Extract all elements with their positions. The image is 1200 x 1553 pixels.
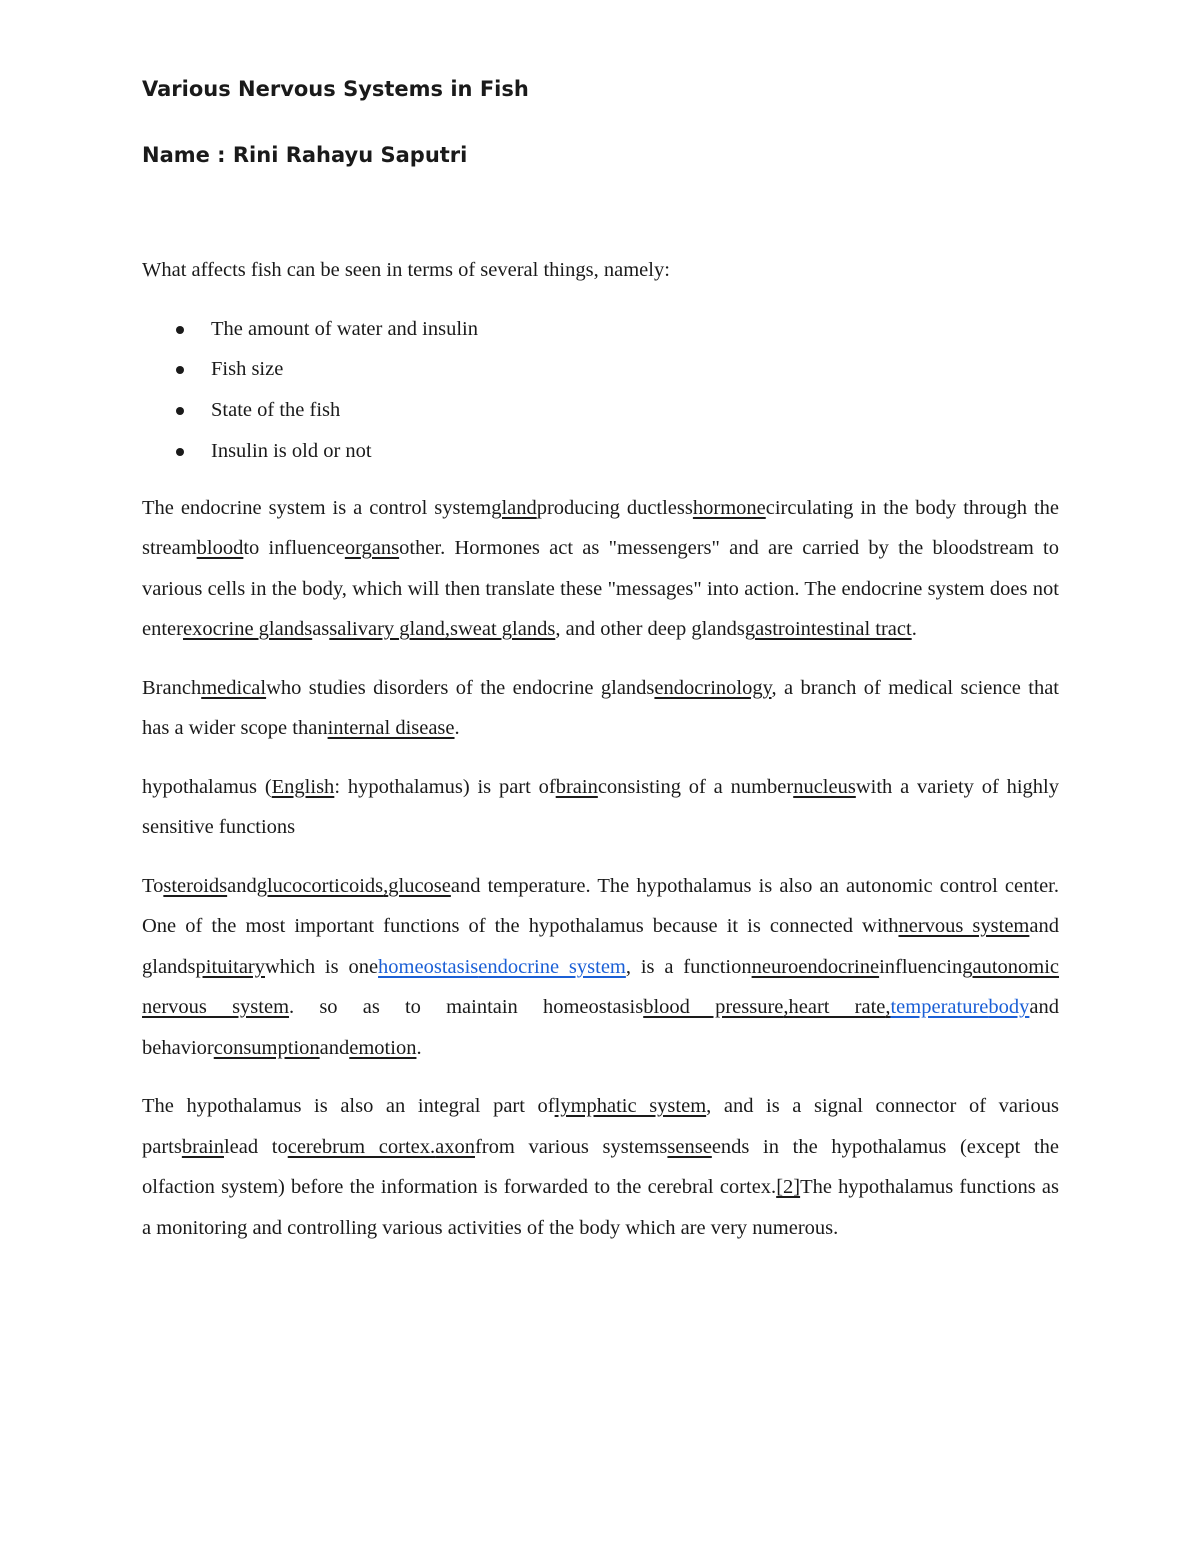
link-exocrine-glands[interactable]: exocrine glands (182, 618, 313, 641)
link-medical[interactable]: medical (201, 676, 267, 699)
list-item: Insulin is old or not (142, 431, 1059, 472)
link-nervous-system[interactable]: nervous system (898, 915, 1030, 938)
link-salivary-gland[interactable]: salivary gland (329, 618, 445, 641)
intro-paragraph: What affects fish can be seen in terms of several things, namely: (142, 259, 670, 281)
link-gastrointestinal-tract[interactable]: gastrointestinal tract (744, 618, 912, 641)
link-blood-pressure[interactable]: blood pressure (643, 996, 784, 1019)
link-emotion[interactable]: emotion (349, 1036, 417, 1059)
link-axon[interactable]: axon (435, 1135, 475, 1158)
link-hormone[interactable]: hormone (692, 496, 766, 519)
link-temperature[interactable]: temperature (890, 996, 989, 1019)
link-brain-2[interactable]: brain (181, 1135, 224, 1158)
link-consumption[interactable]: consumption (213, 1036, 320, 1059)
link-english[interactable]: English (271, 775, 335, 798)
link-internal-disease[interactable]: internal disease (327, 717, 455, 740)
paragraph-endocrine: The endocrine system is a control systemglandproducing ductlesshormonecirculating in the body through the streambloodto influenceorgansother. Hormones act as "messengers" and are carried by the bloodstream to various cells in the body, which will then translate these "messages" into action. The endocrine system does not enterexocrine glandsassalivary gland,sweat glands, and other deep glandsgastrointestinal tract. (142, 496, 1060, 641)
paragraph-functions: Tosteroidsandglucocorticoids,glucoseand temperature. The hypothalamus is also an autonomic control center. One of the most important functions of the hypothalamus because it is connected withnervous systemand glandspituitarywhich is onehomeostasisendocrine system, is a functionneuroendocrineinfluencingautonomic nervous system. so as to maintain homeostasisblood pressure,heart rate,temperaturebodyand behaviorconsumptionandemotion. (142, 874, 1060, 1059)
link-endocrinology[interactable]: endocrinology (654, 676, 772, 699)
link-sense[interactable]: sense (667, 1135, 712, 1158)
link-body[interactable]: body (988, 996, 1030, 1019)
link-homeostasis[interactable]: homeostasis (378, 955, 479, 978)
link-autonomic-nervous-system[interactable]: autonomic nervous system (142, 955, 1060, 1019)
link-glucocorticoids[interactable]: glucocorticoids (256, 874, 384, 897)
link-cerebrum-cortex[interactable]: cerebrum cortex (287, 1135, 430, 1158)
link-pituitary[interactable]: pituitary (195, 955, 265, 978)
bullet-icon (176, 407, 184, 415)
factor-list (142, 309, 1059, 472)
link-lymphatic-system[interactable]: lymphatic system (554, 1095, 707, 1118)
author-line: Name : Rini Rahayu Saputri (142, 143, 468, 167)
link-brain[interactable]: brain (555, 775, 598, 798)
link-glucose[interactable]: glucose (388, 874, 451, 897)
link-heart-rate[interactable]: heart rate (788, 996, 886, 1019)
document-title: Various Nervous Systems in Fish (142, 77, 529, 101)
link-nucleus[interactable]: nucleus (793, 775, 856, 798)
bullet-icon (176, 366, 184, 374)
link-neuroendocrine[interactable]: neuroendocrine (751, 955, 880, 978)
list-item: State of the fish (142, 390, 1059, 431)
paragraph-endocrinology: Branchmedicalwho studies disorders of the endocrine glandsendocrinology, a branch of medical science that has a wider scope thaninternal disease. (142, 676, 1059, 740)
link-gland[interactable]: gland (491, 496, 537, 519)
list-item: The amount of water and insulin (142, 309, 1059, 350)
paragraph-integration: The hypothalamus is also an integral part oflymphatic system, and is a signal connector of various partsbrainlead tocerebrum cortex.axonfrom various systemssenseends in the hypothalamus (except the olfaction system) before the information is forwarded to the cerebral cortex.[2]The hypothalamus functions as a monitoring and controlling various activities of the body which are very numerous. (142, 1095, 1059, 1239)
link-steroids[interactable]: steroids (163, 874, 228, 897)
link-reference-2[interactable]: [2] (776, 1176, 801, 1199)
paragraph-hypothalamus: hypothalamus (English: hypothalamus) is part ofbrainconsisting of a numbernucleuswith a variety of highly sensitive functions (142, 775, 1059, 839)
link-endocrine-system[interactable]: endocrine system (478, 955, 626, 978)
document-page (142, 70, 1059, 1266)
bullet-icon (176, 448, 184, 456)
bullet-icon (176, 326, 184, 334)
link-organs[interactable]: organs (344, 537, 400, 560)
link-sweat-glands[interactable]: sweat glands (449, 618, 556, 641)
link-blood[interactable]: blood (196, 537, 244, 560)
list-item: Fish size (142, 349, 1059, 390)
